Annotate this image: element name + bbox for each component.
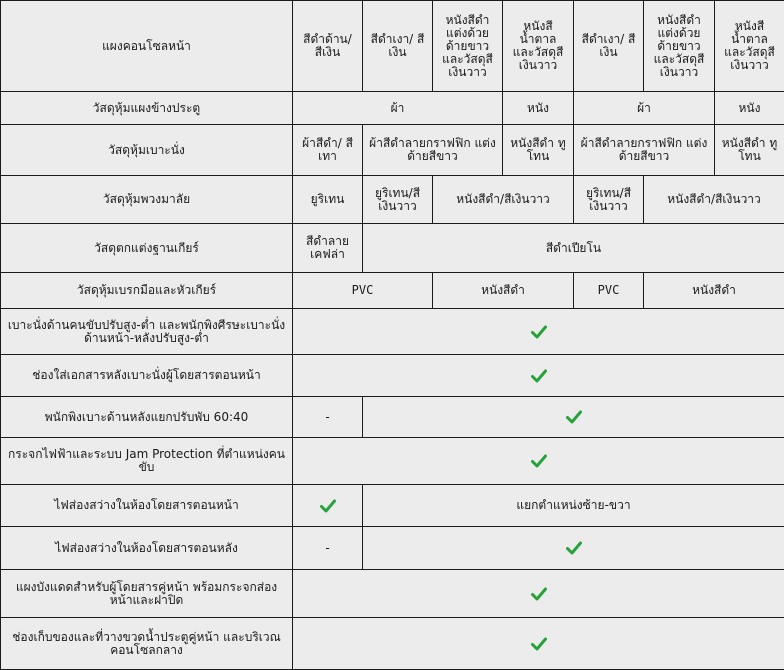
- header-col-5: สีดำเงา/ สีเงิน: [574, 1, 644, 92]
- row-label: ช่องใส่เอกสารหลังเบาะนั่งผู้โดยสารตอนหน้า: [1, 355, 293, 397]
- header-col-1: สีดำด้าน/ สีเงิน: [293, 1, 363, 92]
- cell-check: [293, 309, 784, 355]
- row-seat: [1, 125, 784, 176]
- cell-value: ผ้า: [293, 92, 503, 125]
- row-power-window: [1, 438, 784, 485]
- cell-check: [363, 527, 784, 570]
- checkmark-icon: [531, 454, 547, 468]
- cell-check: [293, 618, 784, 670]
- checkmark-icon: [531, 587, 547, 601]
- row-steering: [1, 176, 784, 224]
- cell-value: หนังสีดำ ทูโทน: [503, 125, 574, 176]
- row-label: วัสดุตกแต่งฐานเกียร์: [1, 224, 293, 273]
- cell-value: สีดำเปียโน: [363, 224, 784, 273]
- row-rear-fold: [1, 397, 784, 438]
- row-handbrake: [1, 273, 784, 309]
- cell-value: หนังสีดำ ทูโทน: [715, 125, 784, 176]
- row-doc-pocket: [1, 355, 784, 397]
- cell-value: หนังสีดำ: [644, 273, 784, 309]
- row-label: กระจกไฟฟ้าและระบบ Jam Protection ที่ตำแหน่งคน ขับ: [1, 438, 293, 485]
- cell-value: -: [293, 397, 363, 438]
- cell-value: -: [293, 527, 363, 570]
- cell-value: สีดำลาย เคฟล่า: [293, 224, 363, 273]
- cell-value: ยูริเทน/สี เงินวาว: [574, 176, 644, 224]
- row-label: ไฟส่องสว่างในห้องโดยสารตอนหน้า: [1, 485, 293, 527]
- row-front-lamp: [1, 485, 784, 527]
- cell-value: หนัง: [715, 92, 784, 125]
- header-col-4: หนังสี น้ำตาล และวัสดุสี เงินวาว: [503, 1, 574, 92]
- row-label: วัสดุหุ้มเบรกมือและหัวเกียร์: [1, 273, 293, 309]
- row-driver-seat-adjust: [1, 309, 784, 355]
- row-label: วัสดุหุ้มเบาะนั่ง: [1, 125, 293, 176]
- cell-check: [293, 438, 784, 485]
- row-sun-visor: [1, 570, 784, 618]
- checkmark-icon: [531, 637, 547, 651]
- row-label: ช่องเก็บของและที่วางขวดน้ำประตูคู่หน้า และบริเวณ คอนโซลกลาง: [1, 618, 293, 670]
- checkmark-icon: [320, 499, 336, 513]
- row-label: เบาะนั่งด้านคนขับปรับสูง-ต่ำ และพนักพิงศีรษะเบาะนั่ง ด้านหน้า-หลังปรับสูง-ต่ำ: [1, 309, 293, 355]
- row-label: วัสดุหุ้มแผงข้างประตู: [1, 92, 293, 125]
- cell-value: หนังสีดำ/สีเงินวาว: [433, 176, 574, 224]
- row-label: ไฟส่องสว่างในห้องโดยสารตอนหลัง: [1, 527, 293, 570]
- row-rear-lamp: [1, 527, 784, 570]
- cell-check: [293, 355, 784, 397]
- header-col-3: หนังสีดำ แต่งด้วย ด้ายขาว และวัสดุสี เงินวาว: [433, 1, 503, 92]
- row-door-panel: [1, 92, 784, 125]
- cell-check: [293, 570, 784, 618]
- row-gear-base: [1, 224, 784, 273]
- cell-value: แยกตำแหน่งซ้าย-ขวา: [363, 485, 784, 527]
- cell-value: หนัง: [503, 92, 574, 125]
- cell-value: ผ้าสีดำ/ สีเทา: [293, 125, 363, 176]
- checkmark-icon: [531, 369, 547, 383]
- cell-check: [363, 397, 784, 438]
- header-col-2: สีดำเงา/ สีเงิน: [363, 1, 433, 92]
- checkmark-icon: [531, 325, 547, 339]
- row-label: พนักพิงเบาะด้านหลังแยกปรับพับ 60:40: [1, 397, 293, 438]
- cell-value: หนังสีดำ/สีเงินวาว: [644, 176, 784, 224]
- header-row: [1, 1, 784, 92]
- cell-value: PVC: [293, 273, 433, 309]
- row-label: วัสดุหุ้มพวงมาลัย: [1, 176, 293, 224]
- row-label: แผงบังแดดสำหรับผู้โดยสารคู่หน้า พร้อมกระจกส่อง หน้าและฝาปิด: [1, 570, 293, 618]
- checkmark-icon: [566, 410, 582, 424]
- header-label: แผงคอนโซลหน้า: [1, 1, 293, 92]
- cell-value: ยูริเทน/สี เงินวาว: [363, 176, 433, 224]
- cell-value: ยูริเทน: [293, 176, 363, 224]
- cell-value: ผ้า: [574, 92, 715, 125]
- header-col-7: หนังสี น้ำตาล และวัสดุสี เงินวาว: [715, 1, 784, 92]
- cell-check: [293, 485, 363, 527]
- checkmark-icon: [566, 541, 582, 555]
- row-storage: [1, 618, 784, 670]
- cell-value: หนังสีดำ: [433, 273, 574, 309]
- cell-value: ผ้าสีดำลายกราฟฟิก แต่งด้ายสีขาว: [363, 125, 503, 176]
- cell-value: PVC: [574, 273, 644, 309]
- cell-value: ผ้าสีดำลายกราฟฟิก แต่งด้ายสีขาว: [574, 125, 715, 176]
- header-col-6: หนังสีดำ แต่งด้วย ด้ายขาว และวัสดุสี เงินวาว: [644, 1, 715, 92]
